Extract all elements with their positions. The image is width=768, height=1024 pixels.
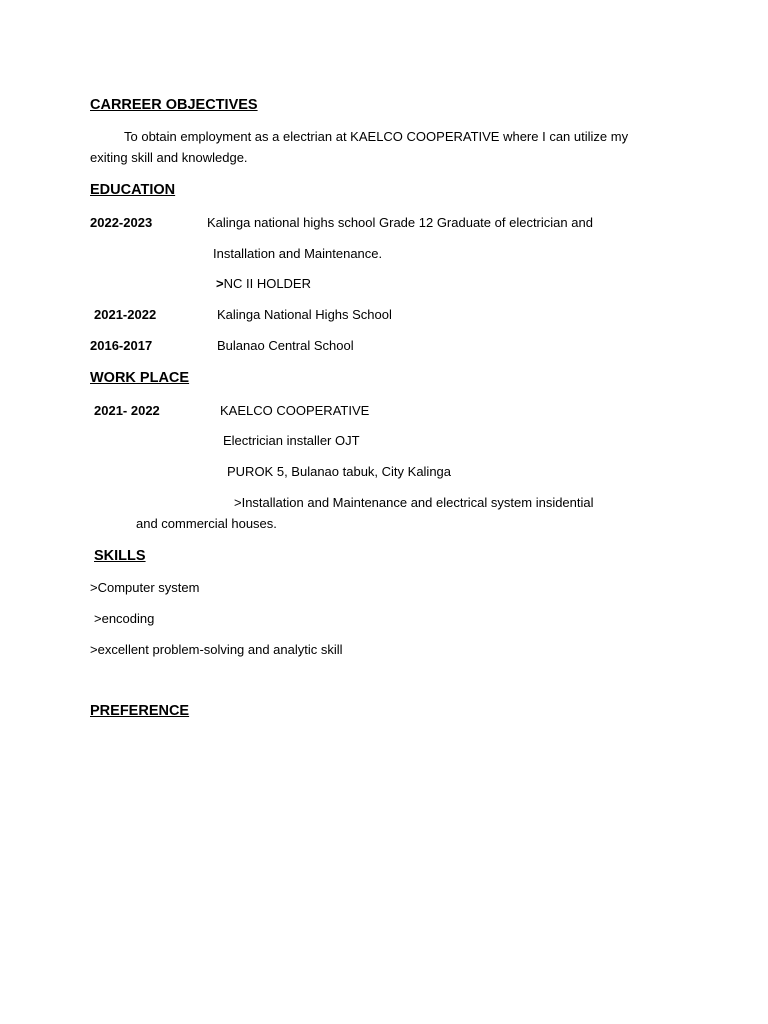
work-position: Electrician installer OJT [223, 433, 360, 448]
education-years-1: 2022-2023 [90, 215, 153, 230]
preference-heading: PREFERENCE [90, 703, 190, 719]
education-entry-1-line-2: Installation and Maintenance. [213, 246, 383, 261]
skills-heading: SKILLS [94, 548, 146, 564]
nc-ii-holder-text: NC II HOLDER [223, 276, 311, 291]
skill-item-2: >encoding [94, 611, 155, 626]
education-entry-2-line-1: Kalinga National Highs School [217, 307, 392, 322]
work-duty-line-1: >Installation and Maintenance and electrical system insidential [234, 495, 594, 510]
education-years-3: 2016-2017 [90, 338, 153, 353]
education-heading: EDUCATION [90, 182, 176, 198]
career-objective-line-2: exiting skill and knowledge. [90, 150, 248, 165]
work-place-heading: WORK PLACE [90, 370, 190, 386]
bullet-marker: > [216, 276, 224, 291]
education-entry-1-line-1: Kalinga national highs school Grade 12 Graduate of electrician and [207, 215, 593, 230]
work-address: PUROK 5, Bulanao tabuk, City Kalinga [227, 464, 452, 479]
work-company: KAELCO COOPERATIVE [220, 403, 370, 418]
work-years: 2021- 2022 [94, 403, 160, 418]
skill-item-1: >Computer system [90, 580, 200, 595]
education-entry-1-line-3 [216, 276, 311, 292]
skill-item-3: >excellent problem-solving and analytic skill [90, 642, 343, 657]
education-entry-3-line-1: Bulanao Central School [217, 338, 354, 353]
career-objectives-heading: CARREER OBJECTIVES [90, 97, 258, 113]
education-years-2: 2021-2022 [94, 307, 157, 322]
career-objective-line-1: To obtain employment as a electrian at KAELCO COOPERATIVE where I can utilize my [124, 129, 629, 144]
work-duty-line-2: and commercial houses. [136, 516, 277, 531]
